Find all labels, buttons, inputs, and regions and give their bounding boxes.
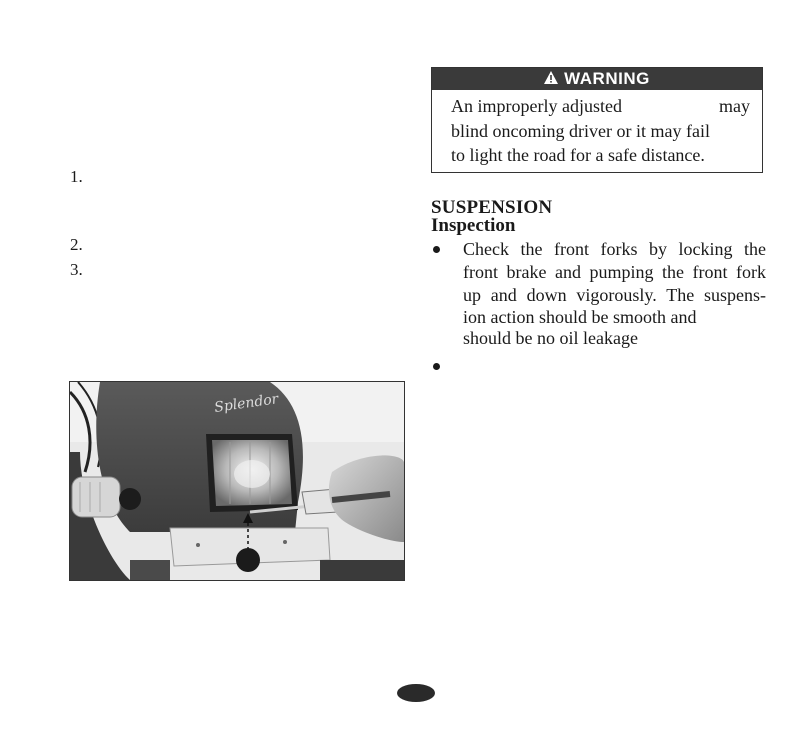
bullet-1-line-3-text: up and down vigorously. The suspens- xyxy=(463,285,766,305)
headlight-adjust-photo xyxy=(69,381,405,581)
warning-header xyxy=(432,68,762,90)
warning-line-1-right: may xyxy=(719,96,750,116)
page-number-oval xyxy=(397,684,435,702)
list-item-3-number: 3. xyxy=(70,260,83,279)
bullet-1-line-2 xyxy=(463,261,766,284)
bullet-1-line-5: should be no oil leakage xyxy=(463,328,638,348)
bullet-1-line-4: ion action should be smooth and xyxy=(463,307,697,327)
warning-line-1-left: An improperly adjusted xyxy=(451,96,622,116)
bullet-1-line-1-text: Check the front forks by locking the xyxy=(463,239,766,259)
bullet-2-dot-icon xyxy=(433,363,440,370)
list-item-2-number: 2. xyxy=(70,235,83,254)
bullet-1-line-1 xyxy=(463,238,766,261)
warning-triangle-icon xyxy=(544,68,558,90)
warning-text xyxy=(432,90,762,168)
warning-box xyxy=(431,67,763,173)
warning-title: WARNING xyxy=(564,69,650,88)
bullet-1-text xyxy=(463,238,766,349)
bullet-1-line-2-text: front brake and pumping the front fork xyxy=(463,262,766,282)
bullet-1-line-3 xyxy=(463,284,766,307)
headlight-photo-illustration xyxy=(70,382,404,580)
warning-line-2: blind oncoming driver or it may fail xyxy=(451,120,710,141)
svg-text:Splendor: Splendor xyxy=(213,391,280,416)
callout-circle-icon xyxy=(236,548,260,572)
warning-line-1 xyxy=(451,94,750,119)
bullet-1-dot-icon xyxy=(433,246,440,253)
section-subtitle-inspection: Inspection xyxy=(431,215,516,236)
section-title-suspension: SUSPENSION xyxy=(431,197,553,218)
list-item-1-number: 1. xyxy=(70,167,83,186)
warning-line-3: to light the road for a safe distance. xyxy=(451,145,705,165)
